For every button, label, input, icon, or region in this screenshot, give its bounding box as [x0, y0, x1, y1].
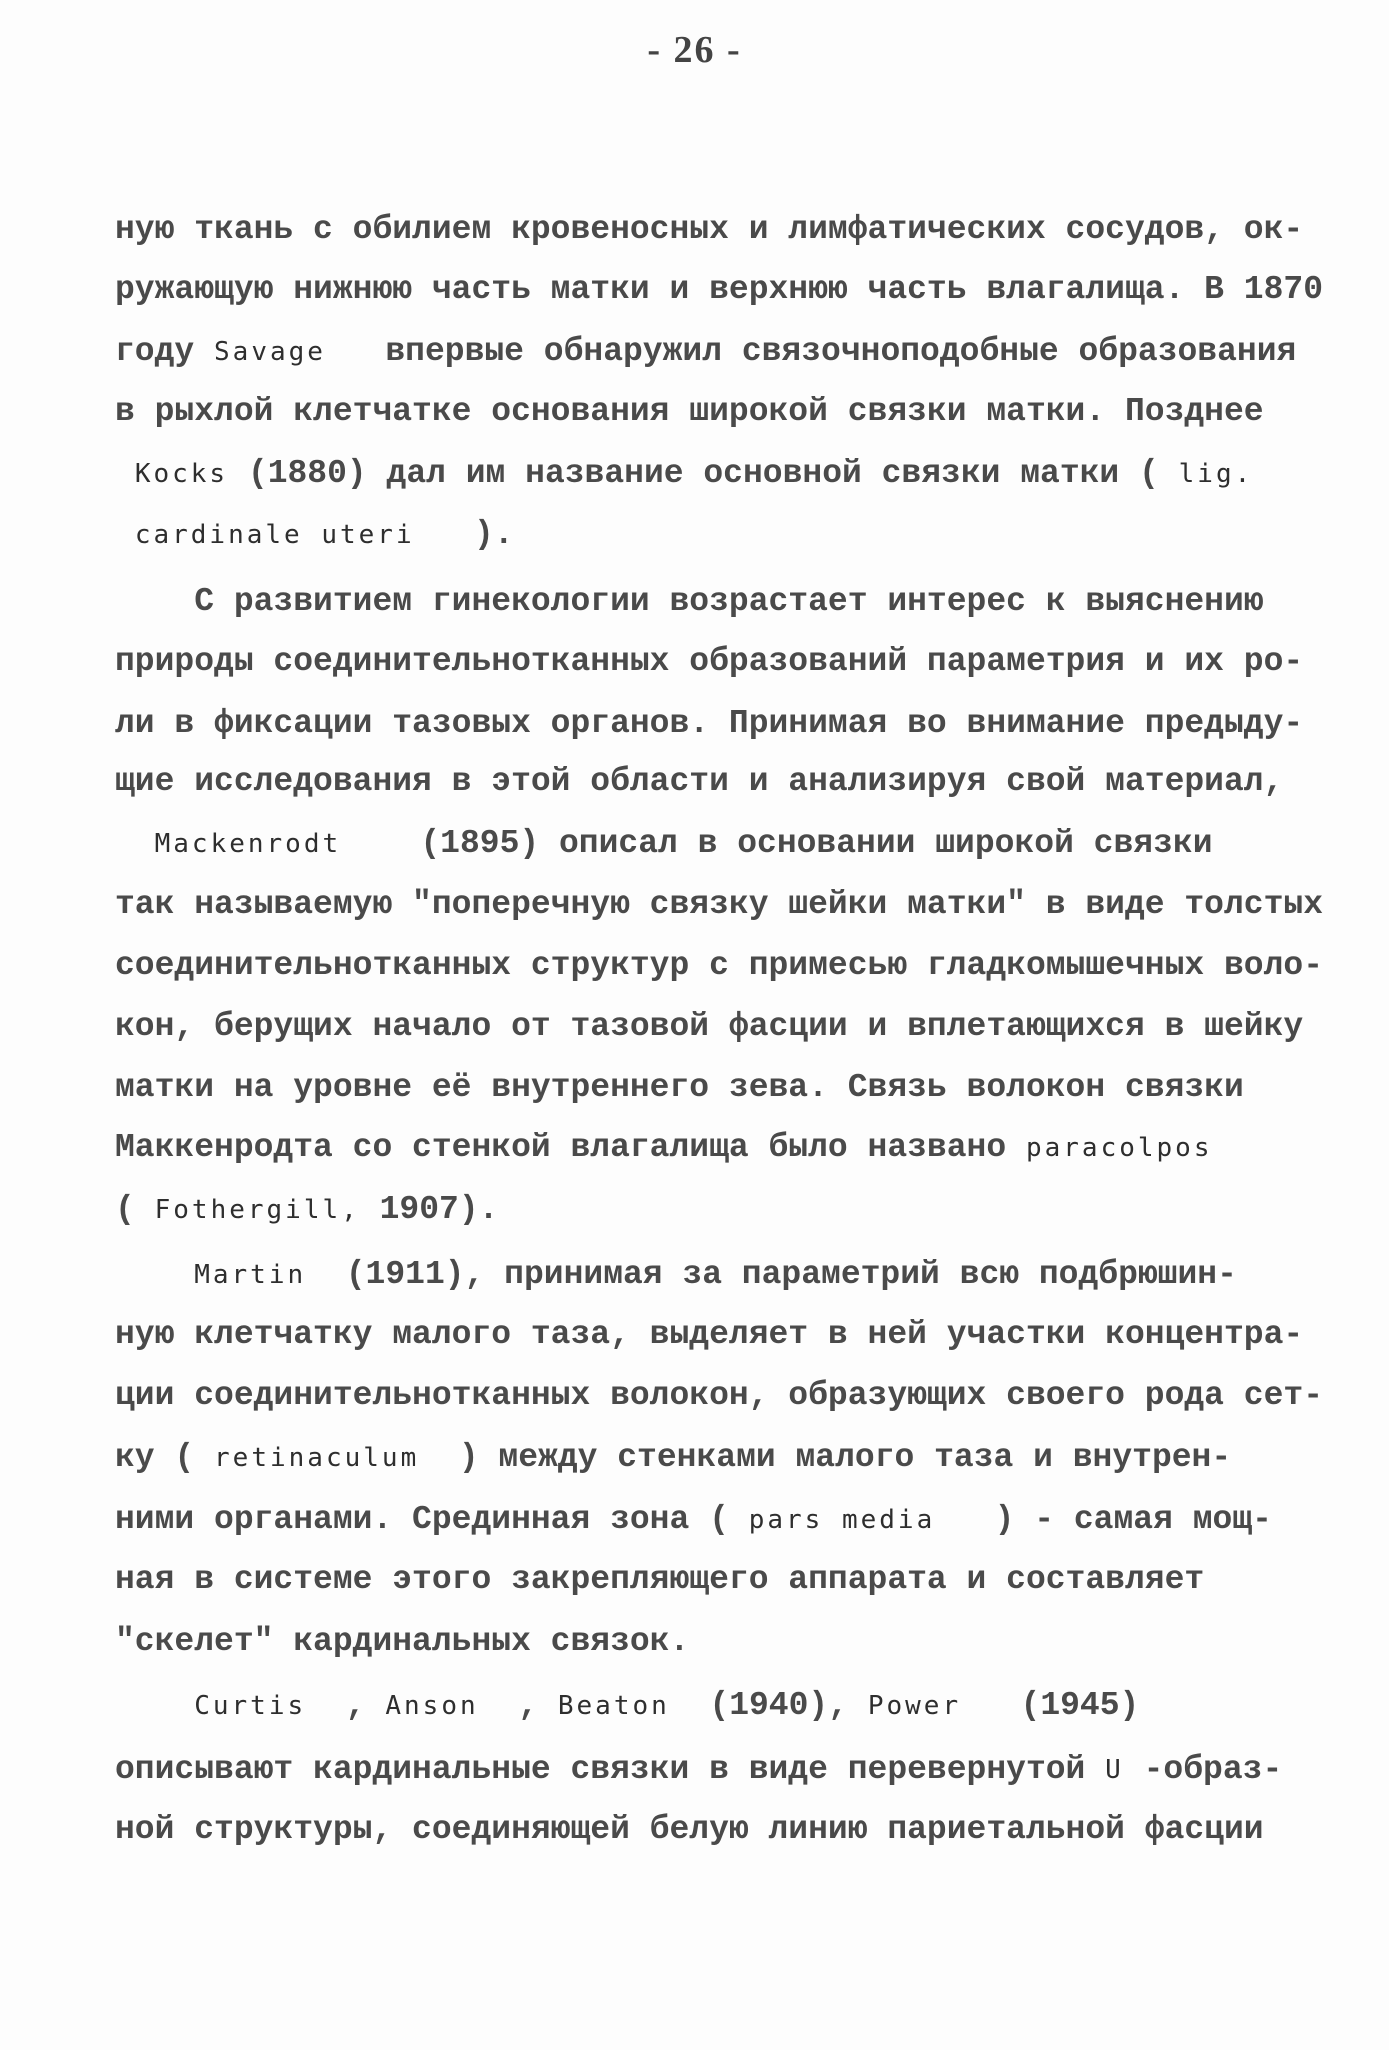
latin-term: Anson	[385, 1691, 479, 1721]
body-text: так называемую "поперечную связку шейки матки" в виде толстых	[115, 886, 1323, 923]
body-text: (1911), принимая за параметрий всю подбрюшин-	[306, 1256, 1237, 1293]
body-text: ) между стенками малого таза и внутрен-	[419, 1439, 1232, 1476]
latin-term: Martin	[194, 1260, 307, 1290]
body-text: ).	[414, 516, 514, 553]
body-text: 1907).	[359, 1191, 499, 1228]
text-line	[115, 814, 1213, 874]
latin-term: Beaton	[557, 1691, 670, 1721]
body-text: ную клетчатку малого таза, выделяет в ней участки концентра-	[115, 1316, 1304, 1353]
text-line	[115, 505, 514, 565]
text-line	[115, 1612, 689, 1672]
latin-term: cardinale uteri	[134, 520, 415, 550]
body-text: ции соединительнотканных волокон, образующих своего рода сет-	[115, 1377, 1323, 1414]
body-text: ную ткань с обилием кровеносных и лимфатических сосудов, ок-	[115, 211, 1304, 248]
body-text: щие исследования в этой области и анализируя свой материал,	[115, 763, 1284, 800]
text-line	[115, 1800, 1264, 1860]
body-text: описывают кардинальные связки в виде перевернутой	[115, 1751, 1106, 1788]
body-text: ,	[306, 1687, 386, 1724]
text-line	[115, 200, 1303, 260]
text-line	[115, 1058, 1244, 1118]
body-text: впервые обнаружил связочноподобные образования	[325, 333, 1297, 370]
text-line	[115, 1550, 1204, 1610]
text-line	[115, 694, 1303, 754]
text-line	[115, 1180, 498, 1240]
text-line	[115, 382, 1264, 442]
latin-term: Kocks	[134, 459, 229, 489]
body-text: году	[115, 333, 215, 370]
body-text: (1880) дал им название основной связки матки (	[228, 455, 1179, 492]
latin-term: retinaculum	[214, 1443, 420, 1473]
text-line	[115, 260, 1323, 320]
body-text: ной структуры, соединяющей белую линию париетальной фасции	[115, 1811, 1264, 1848]
latin-term: lig.	[1178, 459, 1254, 489]
latin-term: U	[1105, 1755, 1124, 1785]
body-text: природы соединительнотканных образований параметрия и их ро-	[115, 643, 1304, 680]
body-text: ружающую нижнюю часть матки и верхнюю часть влагалища. В 1870	[115, 271, 1323, 308]
body-text: (	[115, 1191, 155, 1228]
body-text: (1940),	[669, 1687, 868, 1724]
text-line	[115, 1245, 1237, 1305]
body-text	[115, 1256, 194, 1293]
latin-term: Savage	[214, 337, 326, 367]
latin-term: Fothergill,	[154, 1195, 360, 1225]
body-text	[115, 455, 135, 492]
text-line	[115, 997, 1303, 1057]
body-text: ними органами. Срединная зона (	[115, 1501, 749, 1538]
body-text: матки на уровне её внутреннего зева. Связь волокон связки	[115, 1069, 1244, 1106]
latin-term: Curtis	[194, 1691, 307, 1721]
text-line	[115, 632, 1303, 692]
page-number: - 26 -	[647, 29, 742, 71]
body-text: (1945)	[961, 1687, 1140, 1724]
text-line	[115, 444, 1253, 504]
text-line	[115, 572, 1264, 632]
body-text: в рыхлой клетчатке основания широкой связки матки. Позднее	[115, 393, 1264, 430]
body-text: ку (	[115, 1439, 215, 1476]
text-line	[115, 1366, 1323, 1426]
body-text: ) - самая мощ-	[935, 1501, 1272, 1538]
latin-term: paracolpos	[1025, 1133, 1213, 1163]
body-text: -образ-	[1123, 1751, 1283, 1788]
body-text: Маккенродта со стенкой влагалища было названо	[115, 1129, 1026, 1166]
text-line	[115, 936, 1323, 996]
text-line	[115, 322, 1296, 382]
body-text: ная в системе этого закрепляющего аппарата и составляет	[115, 1561, 1205, 1598]
body-text	[115, 1687, 194, 1724]
latin-term: Mackenrodt	[154, 829, 342, 859]
latin-term: Power	[867, 1691, 962, 1721]
body-text: (1895) описал в основании широкой связки	[341, 825, 1213, 862]
body-text: ли в фиксации тазовых органов. Принимая во внимание предыду-	[115, 705, 1304, 742]
text-line	[115, 875, 1323, 935]
text-line	[115, 1490, 1272, 1550]
body-text: "скелет" кардинальных связок.	[115, 1623, 690, 1660]
text-line	[115, 1740, 1282, 1800]
body-text: С развитием гинекологии возрастает интерес к выяснению	[115, 583, 1264, 620]
text-line	[115, 1305, 1303, 1365]
body-text	[115, 516, 135, 553]
body-text	[115, 825, 155, 862]
body-text: кон, берущих начало от тазовой фасции и вплетающихся в шейку	[115, 1008, 1304, 1045]
body-text: соединительнотканных структур с примесью гладкомышечных воло-	[115, 947, 1323, 984]
text-line	[115, 1676, 1139, 1736]
text-line	[115, 1428, 1231, 1488]
latin-term: pars media	[748, 1505, 936, 1535]
text-line	[115, 1118, 1213, 1178]
text-line	[115, 752, 1283, 812]
body-text: ,	[478, 1687, 558, 1724]
